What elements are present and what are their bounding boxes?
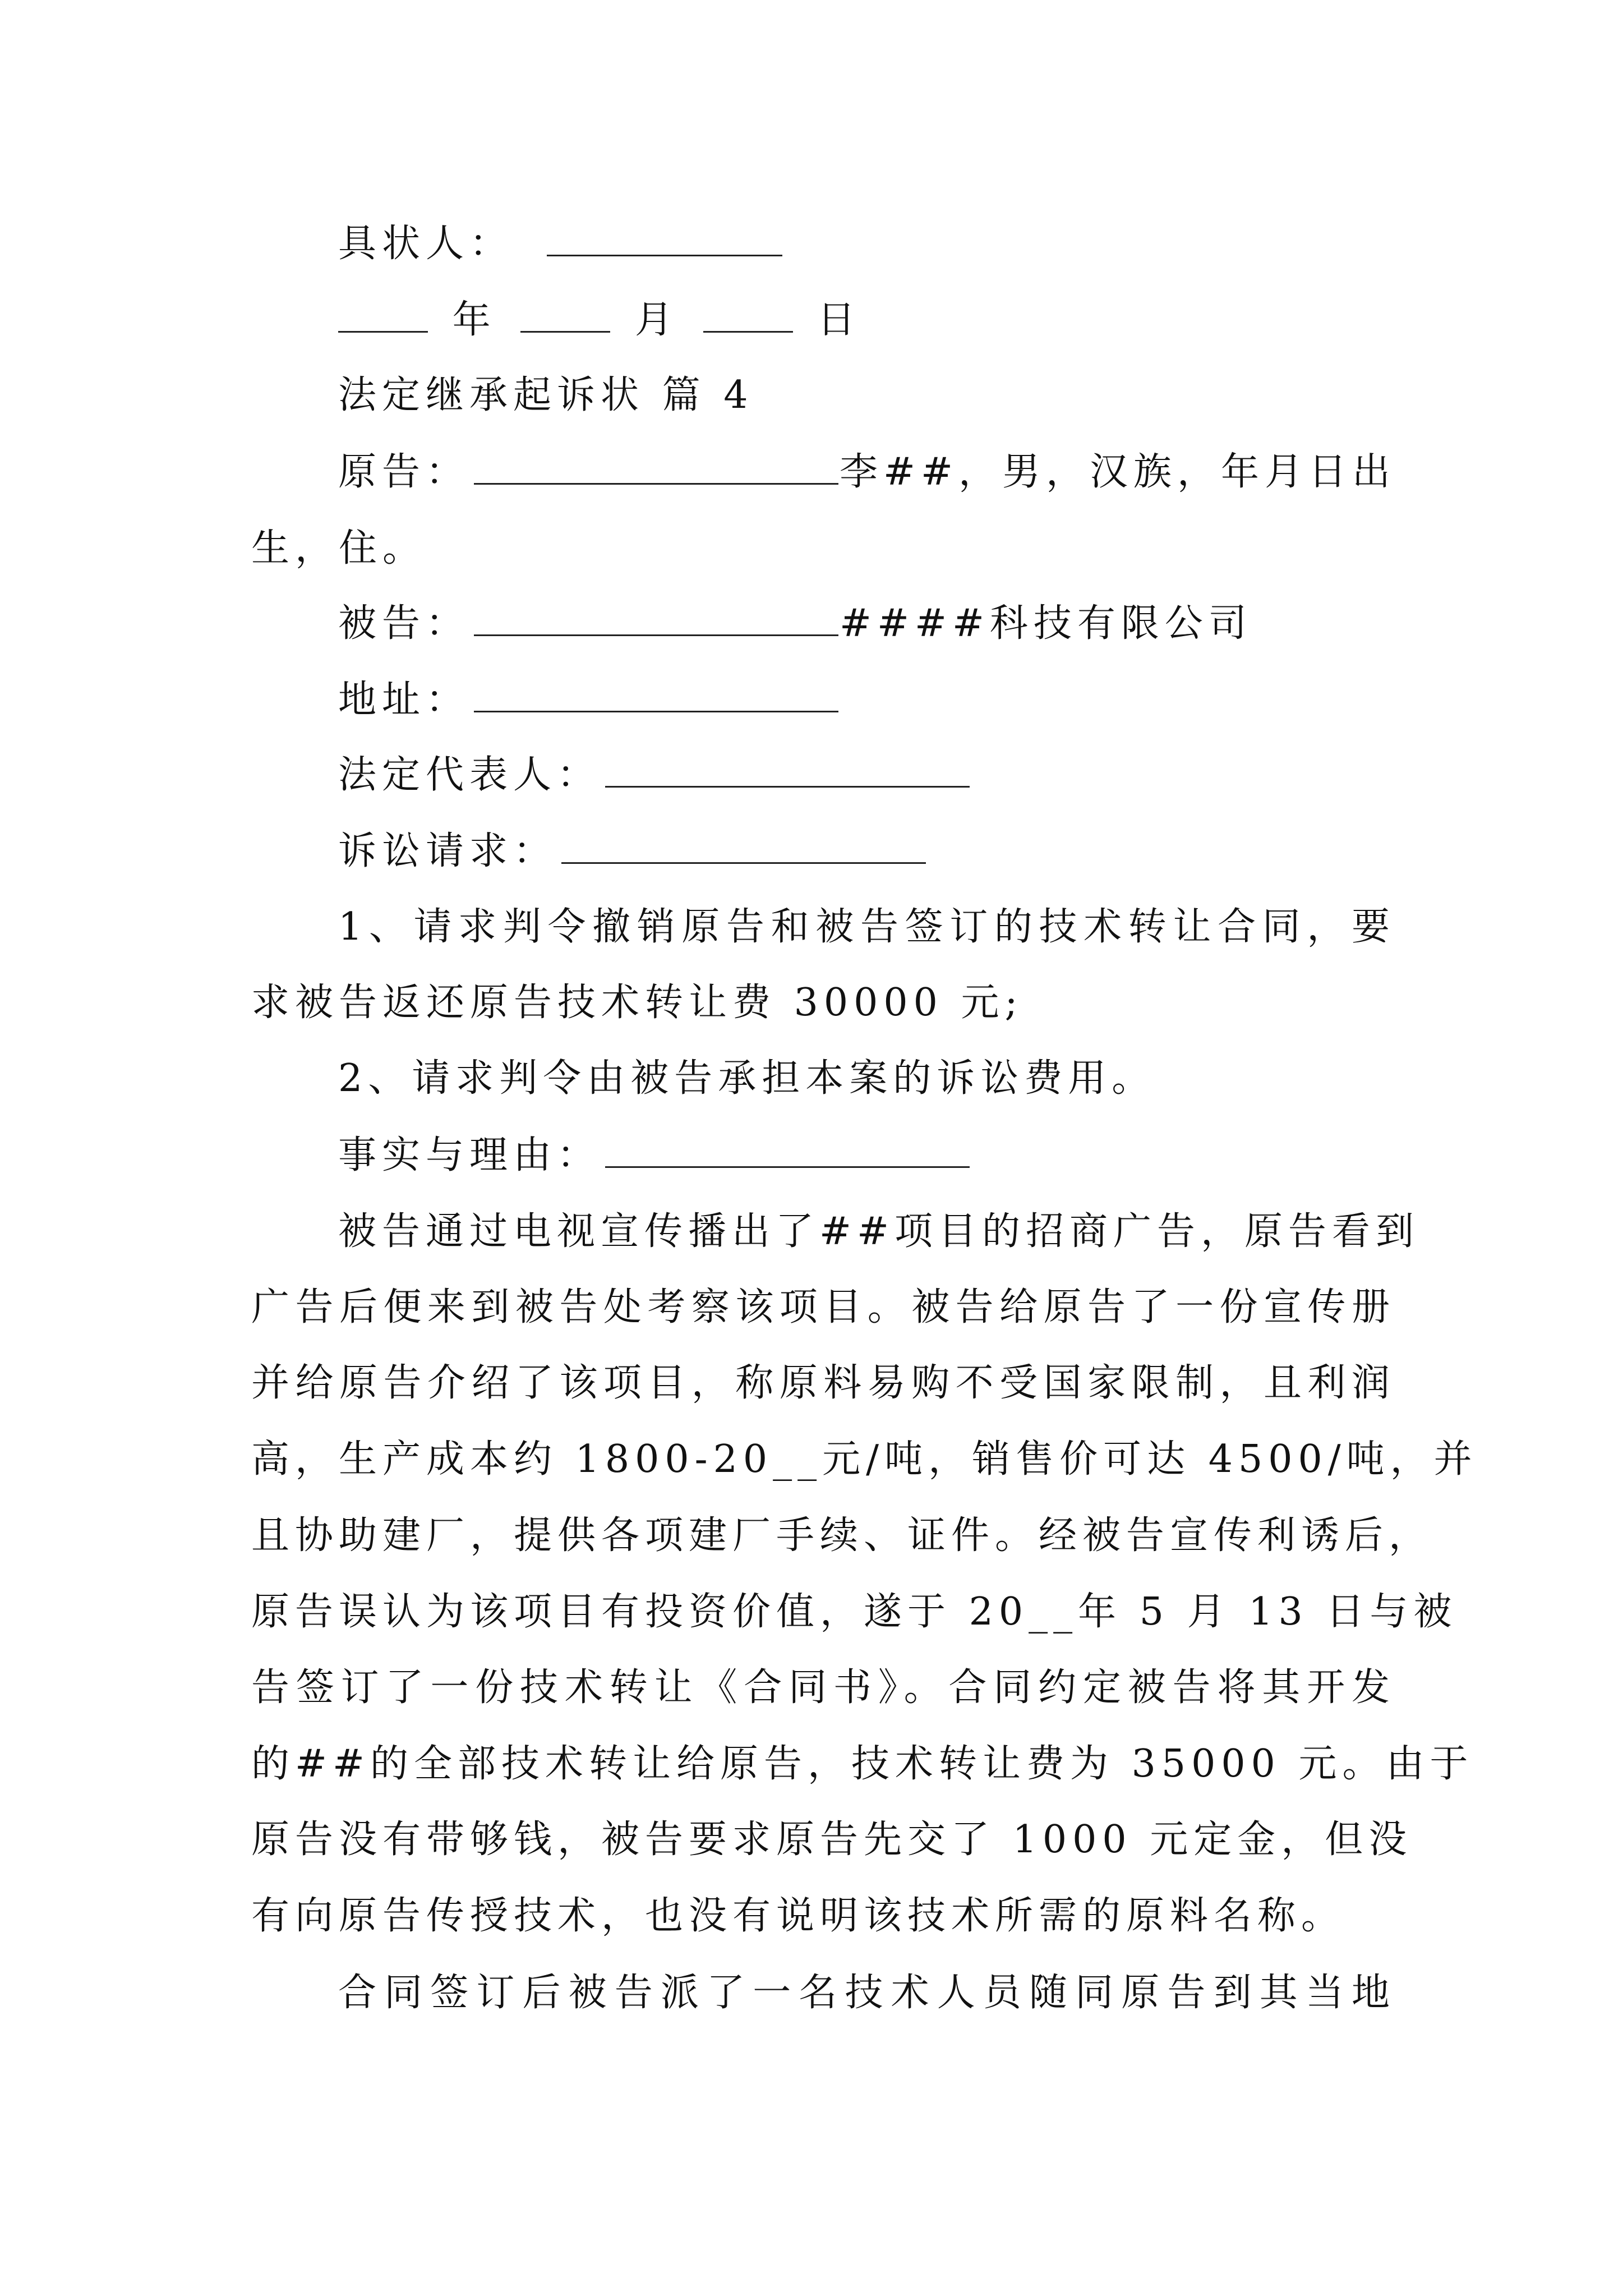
plaintiff-label: 原告： — [338, 450, 470, 494]
claim-1-line-1: 1、请求判令撤销原告和被告签订的技术转让合同，要 — [338, 905, 1395, 949]
facts-line-7: 告签订了一份技术转让《合同书》。合同约定被告将其开发 — [251, 1665, 1395, 1710]
facts-line-2: 广告后便来到被告处考察该项目。被告给原告了一份宣传册 — [251, 1285, 1395, 1329]
defendant-line — [338, 596, 1395, 652]
defendant-label: 被告： — [338, 601, 470, 646]
legal-rep-blank — [605, 751, 970, 788]
facts-label: 事实与理由： — [338, 1133, 601, 1177]
plaintiff-line — [338, 444, 1395, 500]
claim-1-line-2: 求被告返还原告技术转让费 30000 元; — [251, 981, 1023, 1025]
facts-line-4: 高，生产成本约 1800-20__元/吨，销售价可达 4500/吨，并 — [251, 1437, 1478, 1481]
address-line — [338, 672, 1395, 728]
date-line — [338, 292, 1395, 348]
day-blank — [703, 296, 793, 333]
date-year: 年 — [452, 298, 496, 342]
defendant-info: ####科技有限公司 — [840, 601, 1252, 646]
claims-line — [338, 823, 1395, 880]
signer-label: 具状人： — [338, 222, 514, 266]
facts-line-6: 原告误认为该项目有投资价值，遂于 20__年 5 月 13 日与被 — [251, 1590, 1458, 1634]
plaintiff-info: 李##，男，汉族，年月日出 — [840, 450, 1396, 494]
address-label: 地址： — [338, 678, 470, 722]
facts-line-10: 有向原告传授技术，也没有说明该技术所需的原料名称。 — [251, 1894, 1345, 1938]
date-day: 日 — [817, 298, 861, 342]
year-blank — [338, 296, 428, 333]
last-line: 合同签订后被告派了一名技术人员随同原告到其当地 — [338, 1971, 1395, 2015]
legal-rep-label: 法定代表人： — [338, 753, 601, 797]
section-title: 法定继承起诉状 篇 4 — [338, 373, 754, 417]
defendant-blank — [474, 600, 838, 636]
plaintiff-blank — [474, 448, 838, 485]
facts-blank — [605, 1131, 970, 1168]
date-month: 月 — [634, 298, 679, 342]
claim-2: 2、请求判令由被告承担本案的诉讼费用。 — [338, 1056, 1156, 1101]
address-blank — [474, 676, 838, 712]
facts-line-8: 的##的全部技术转让给原告，技术转让费为 35000 元。由于 — [251, 1742, 1474, 1786]
claims-label: 诉讼请求： — [338, 829, 557, 873]
signer-blank — [547, 220, 782, 256]
claims-blank — [561, 827, 926, 864]
signer-line — [338, 216, 1395, 272]
facts-line — [338, 1128, 1395, 1184]
facts-line-9: 原告没有带够钱，被告要求原告先交了 1000 元定金，但没 — [251, 1818, 1413, 1862]
month-blank — [520, 296, 610, 333]
facts-line-1: 被告通过电视宣传播出了##项目的招商广告，原告看到 — [338, 1209, 1419, 1254]
legal-rep-line — [338, 747, 1395, 803]
facts-line-3: 并给原告介绍了该项目，称原料易购不受国家限制，且利润 — [251, 1361, 1395, 1405]
facts-line-5: 且协助建厂，提供各项建厂手续、证件。经被告宣传利诱后， — [251, 1513, 1433, 1558]
plaintiff-line-2: 生，住。 — [251, 526, 427, 570]
